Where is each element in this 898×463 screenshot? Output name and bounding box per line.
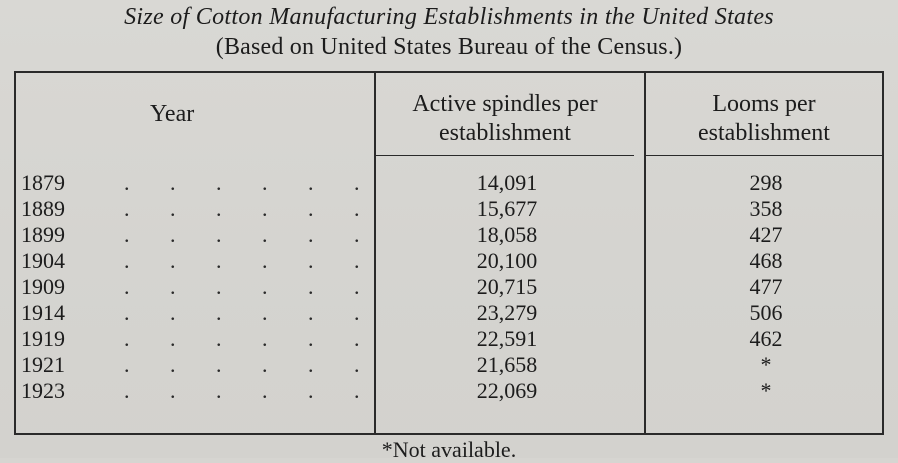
table-row <box>16 274 882 300</box>
table-row <box>16 378 882 404</box>
cell-looms: 477 <box>749 274 783 299</box>
cell-looms: 358 <box>749 196 783 221</box>
table-row <box>16 248 882 274</box>
cell-looms: * <box>760 352 772 377</box>
dot-leader: . . . . . . <box>124 352 360 377</box>
looms-header-underline <box>646 155 882 156</box>
header-year: Year <box>150 101 195 127</box>
table-row <box>16 196 882 222</box>
cell-year: 1923 <box>21 378 65 403</box>
table-row <box>16 300 882 326</box>
table-body <box>16 170 882 404</box>
table-row <box>16 352 882 378</box>
cell-looms: 468 <box>749 248 783 273</box>
dot-leader: . . . . . . <box>124 196 360 221</box>
cell-spindles: 22,591 <box>476 326 538 351</box>
table-row <box>16 326 882 352</box>
header-spindles <box>376 90 634 148</box>
spindles-header-underline <box>376 155 634 156</box>
cell-spindles: 20,100 <box>476 248 538 273</box>
cell-looms: 506 <box>749 300 783 325</box>
cell-year: 1899 <box>21 222 65 247</box>
cell-year: 1904 <box>21 248 65 273</box>
cell-looms: 427 <box>749 222 783 247</box>
dot-leader: . . . . . . <box>124 248 360 273</box>
cell-year: 1919 <box>21 326 65 351</box>
table-top-rule <box>14 71 884 73</box>
cell-spindles: 14,091 <box>476 170 538 195</box>
table-row <box>16 222 882 248</box>
cell-year: 1914 <box>21 300 65 325</box>
dot-leader: . . . . . . <box>124 326 360 351</box>
dot-leader: . . . . . . <box>124 274 360 299</box>
cell-looms: 462 <box>749 326 783 351</box>
dot-leader: . . . . . . <box>124 222 360 247</box>
cell-spindles: 21,658 <box>476 352 538 377</box>
dot-leader: . . . . . . <box>124 300 360 325</box>
table-row <box>16 170 882 196</box>
dot-leader: . . . . . . <box>124 378 360 403</box>
header-looms-line2: establishment <box>698 120 830 146</box>
cell-year: 1879 <box>21 170 65 195</box>
header-looms-line1: Looms per <box>712 91 816 117</box>
cell-year: 1889 <box>21 196 65 221</box>
table-subtitle: (Based on United States Bureau of the Census.) <box>215 34 683 60</box>
footnote: *Not available. <box>381 437 517 462</box>
header-spindles-line2: establishment <box>439 120 571 146</box>
table-title: Size of Cotton Manufacturing Establishments in the United States <box>124 4 774 30</box>
dot-leader: . . . . . . <box>124 170 360 195</box>
cell-spindles: 22,069 <box>476 378 538 403</box>
cell-looms: 298 <box>749 170 783 195</box>
cell-spindles: 15,677 <box>476 196 538 221</box>
cell-year: 1921 <box>21 352 65 377</box>
cell-spindles: 18,058 <box>476 222 538 247</box>
table-bottom-rule <box>14 433 884 435</box>
cell-looms: * <box>760 378 772 403</box>
header-spindles-line1: Active spindles per <box>412 91 598 117</box>
cell-spindles: 20,715 <box>476 274 538 299</box>
cell-year: 1909 <box>21 274 65 299</box>
cell-spindles: 23,279 <box>476 300 538 325</box>
header-looms <box>646 90 882 148</box>
